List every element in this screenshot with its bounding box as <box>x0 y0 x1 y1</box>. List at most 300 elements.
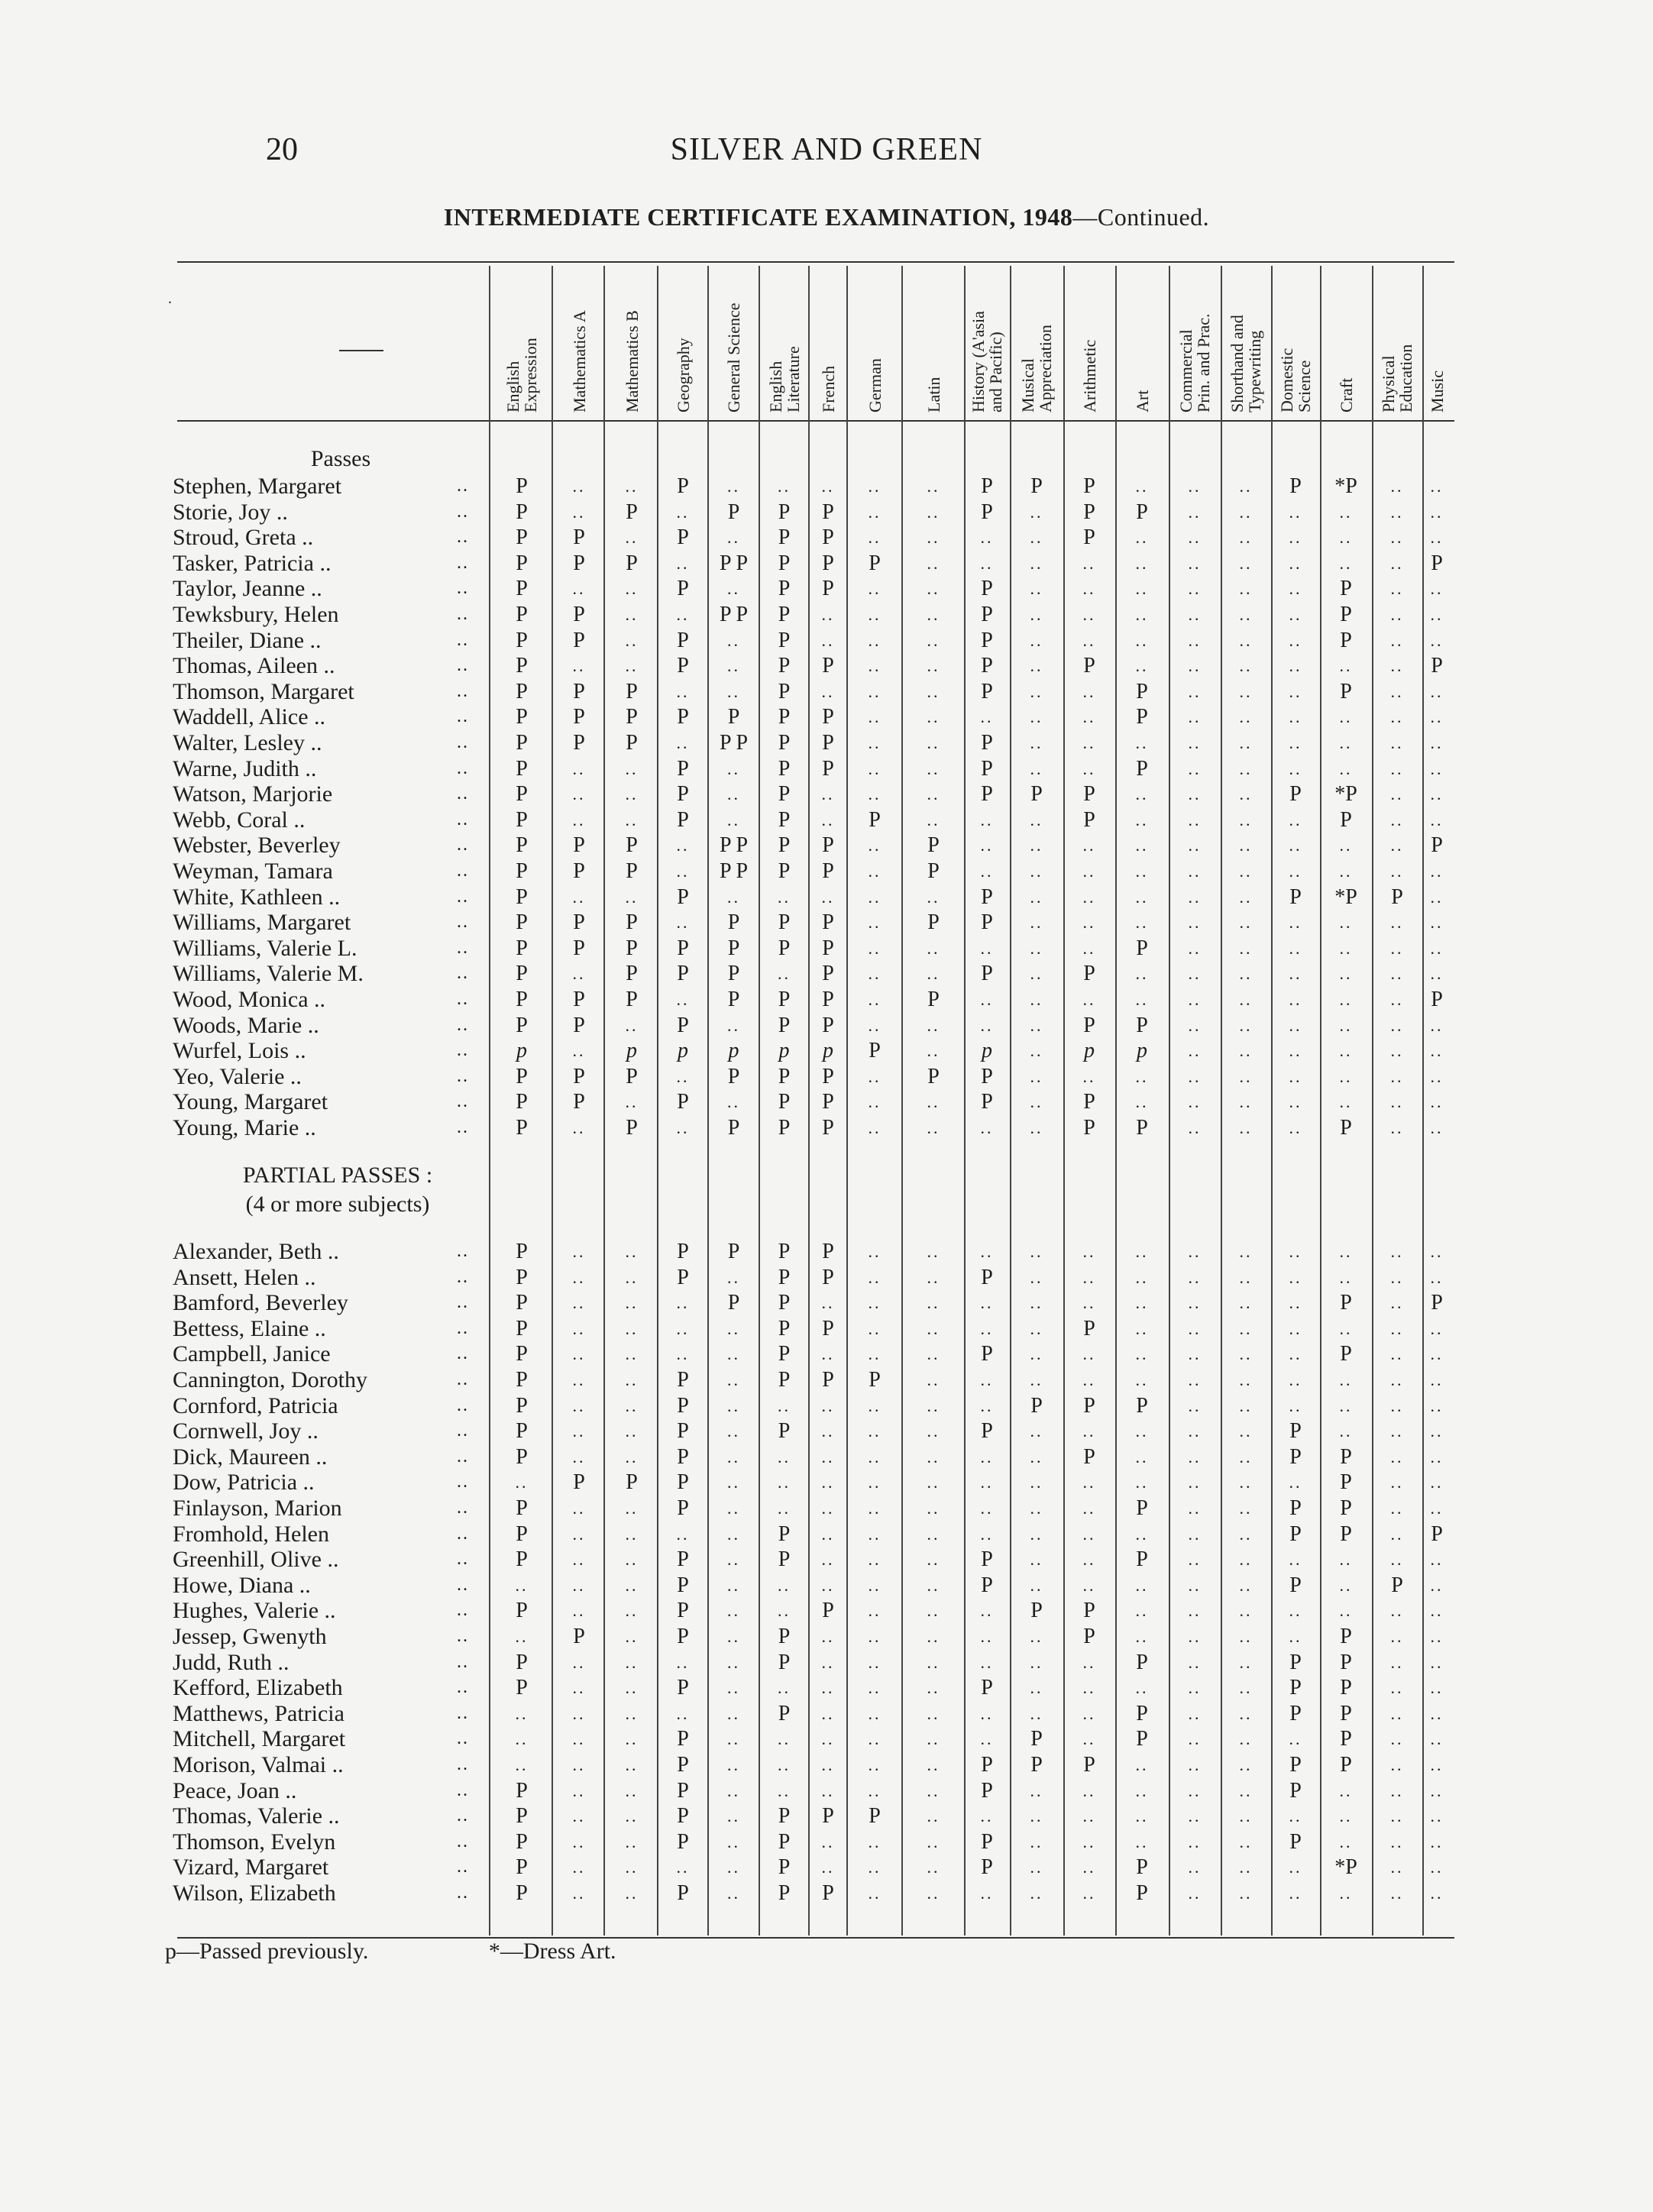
result-cell: .. <box>625 1678 639 1698</box>
candidate-name: Wurfel, Lois .. <box>173 1038 306 1064</box>
result-cell: .. <box>1430 1473 1444 1492</box>
result-cell: .. <box>1135 862 1149 881</box>
column-header: Art <box>1132 390 1152 412</box>
leader-dots: .. <box>457 476 469 496</box>
result-cell: .. <box>1030 887 1043 907</box>
result-cell: .. <box>727 784 740 804</box>
result-cell: P <box>778 1342 791 1366</box>
result-cell: .. <box>1030 1041 1043 1061</box>
column-header: French <box>818 365 838 412</box>
result-cell: .. <box>927 1267 940 1287</box>
result-cell: P <box>778 1291 791 1315</box>
result-cell: P <box>1340 1470 1352 1495</box>
result-cell: P <box>516 1650 528 1674</box>
result-cell: .. <box>868 1015 881 1035</box>
result-cell: P <box>516 577 528 601</box>
result-cell: .. <box>572 1575 586 1595</box>
result-cell: P <box>626 988 638 1011</box>
result-cell: .. <box>1239 1652 1253 1672</box>
candidate-name: Peace, Joan .. <box>173 1777 297 1803</box>
candidate-name: Morison, Valmai .. <box>173 1752 344 1777</box>
candidate-name: White, Kathleen .. <box>173 884 341 910</box>
result-cell: .. <box>868 1550 881 1570</box>
result-cell: .. <box>1289 1318 1302 1338</box>
result-cell: .. <box>778 887 791 907</box>
result-cell: .. <box>1289 733 1302 752</box>
result-cell: P <box>778 577 791 601</box>
result-cell: .. <box>868 1678 881 1698</box>
result-cell: P <box>1083 1444 1095 1469</box>
candidate-name: Matthews, Patricia <box>173 1700 345 1726</box>
candidate-name: Tewksbury, Helen <box>173 602 339 627</box>
result-cell: .. <box>927 1858 940 1877</box>
result-cell: .. <box>1188 1755 1202 1774</box>
result-cell: P <box>981 1573 993 1597</box>
candidate-name: Fromhold, Helen <box>173 1521 329 1547</box>
result-cell: .. <box>1289 758 1302 778</box>
result-cell: .. <box>1188 1473 1202 1492</box>
result-cell: P <box>822 1599 834 1623</box>
result-cell: .. <box>927 964 940 984</box>
result-cell: P <box>981 679 993 703</box>
result-cell: P <box>1083 1116 1095 1140</box>
result-cell: .. <box>727 1499 740 1518</box>
result-cell: .. <box>980 1395 994 1415</box>
result-cell: P <box>1340 1116 1352 1140</box>
result-cell: .. <box>1390 1550 1404 1570</box>
result-cell: .. <box>1390 1267 1404 1287</box>
result-cell: .. <box>927 502 940 522</box>
result-cell: .. <box>676 1344 690 1364</box>
result-cell: .. <box>1030 1447 1043 1467</box>
footnote-passed-previously: p—Passed previously. <box>165 1939 369 1964</box>
result-cell: .. <box>1390 1421 1404 1441</box>
result-cell: .. <box>980 1318 994 1338</box>
result-cell: .. <box>727 656 740 676</box>
column-header: Geography <box>673 338 693 412</box>
result-cell: .. <box>868 1318 881 1338</box>
result-cell: .. <box>868 477 881 496</box>
section-sublabel: (4 or more subjects) <box>245 1192 430 1217</box>
result-cell: P <box>516 526 528 550</box>
candidate-name: Theiler, Diane .. <box>173 627 322 653</box>
leader-dots: .. <box>457 1523 469 1544</box>
result-cell: .. <box>1430 733 1444 752</box>
result-cell: P <box>516 500 528 524</box>
result-cell: .. <box>1188 1601 1202 1621</box>
table-row <box>0 1367 1653 1392</box>
result-cell: P <box>778 1116 791 1140</box>
candidate-name: Storie, Joy .. <box>173 499 288 525</box>
result-cell: P <box>1340 1522 1352 1546</box>
result-cell: P <box>573 988 585 1011</box>
result-cell: .. <box>1239 681 1253 701</box>
result-cell: .. <box>1030 1267 1043 1287</box>
leader-dots: .. <box>457 501 469 522</box>
table-row <box>0 1881 1653 1906</box>
leader-dots: .. <box>457 629 469 650</box>
result-cell: .. <box>1188 913 1202 933</box>
result-cell: .. <box>1188 1832 1202 1851</box>
result-cell: .. <box>676 1524 690 1544</box>
result-cell: .. <box>1188 1447 1202 1467</box>
result-cell: .. <box>1339 1806 1353 1826</box>
result-cell: .. <box>572 1806 586 1826</box>
result-cell: .. <box>1289 656 1302 676</box>
result-cell: .. <box>1390 681 1404 701</box>
result-cell: .. <box>1188 862 1202 881</box>
result-cell: .. <box>1289 964 1302 984</box>
leader-dots: .. <box>457 1780 469 1800</box>
result-cell: .. <box>727 1652 740 1672</box>
candidate-name: Thomson, Margaret <box>173 678 354 704</box>
result-cell: .. <box>868 913 881 933</box>
result-cell: .. <box>1188 758 1202 778</box>
result-cell: .. <box>1030 656 1043 676</box>
candidate-name: Stephen, Margaret <box>173 474 342 499</box>
result-cell: .. <box>727 887 740 907</box>
result-cell: .. <box>676 553 690 573</box>
result-cell: .. <box>727 681 740 701</box>
result-cell: .. <box>1135 836 1149 855</box>
result-cell: P <box>677 1753 689 1777</box>
result-cell: .. <box>927 605 940 624</box>
candidate-name: Finlayson, Marion <box>173 1496 342 1521</box>
result-cell: .. <box>625 1652 639 1672</box>
result-cell: .. <box>1390 1041 1404 1061</box>
result-cell: P <box>1431 833 1443 858</box>
result-cell: p <box>728 1039 739 1063</box>
result-cell: P <box>778 1240 791 1263</box>
result-cell: .. <box>1239 1118 1253 1137</box>
result-cell: P <box>822 654 834 678</box>
result-cell: P <box>1340 679 1352 703</box>
result-cell: P <box>869 807 881 832</box>
result-cell: .. <box>1339 733 1353 752</box>
result-cell: P <box>516 1599 528 1623</box>
result-cell: .. <box>1188 1421 1202 1441</box>
result-cell: .. <box>727 1524 740 1544</box>
result-cell: .. <box>1239 1524 1253 1544</box>
result-cell: .. <box>821 477 835 496</box>
result-cell: .. <box>1239 1550 1253 1570</box>
result-cell: .. <box>727 1678 740 1698</box>
result-cell: P <box>677 474 689 498</box>
result-cell: .. <box>572 1703 586 1723</box>
result-cell: .. <box>868 1524 881 1544</box>
result-cell: P <box>822 859 834 883</box>
result-cell: .. <box>572 1524 586 1544</box>
result-cell: P <box>1289 1496 1302 1520</box>
result-cell: P <box>1136 500 1148 524</box>
result-cell: .. <box>1289 605 1302 624</box>
result-cell: .. <box>1430 605 1444 624</box>
result-cell: .. <box>676 733 690 752</box>
result-cell: P <box>516 1855 528 1880</box>
result-cell: P <box>1136 1855 1148 1880</box>
result-cell: .. <box>1430 528 1444 548</box>
result-cell: P P <box>719 833 749 858</box>
result-cell: P <box>1340 1676 1352 1700</box>
result-cell: .. <box>980 1242 994 1261</box>
table-row <box>0 1064 1653 1089</box>
result-cell: P <box>516 1064 528 1088</box>
result-cell: .. <box>927 1575 940 1595</box>
result-cell: P <box>778 1547 791 1572</box>
result-cell: .. <box>927 528 940 548</box>
result-cell: .. <box>1430 1447 1444 1467</box>
leader-dots: .. <box>457 886 469 907</box>
result-cell: .. <box>927 1092 940 1112</box>
result-cell: .. <box>868 528 881 548</box>
result-cell: P <box>1431 988 1443 1011</box>
candidate-name: Cannington, Dorothy <box>173 1367 367 1392</box>
result-cell: P <box>1136 1547 1148 1572</box>
result-cell: .. <box>1135 528 1149 548</box>
result-cell: .. <box>1239 1729 1253 1749</box>
result-cell: .. <box>1239 1267 1253 1287</box>
result-cell: .. <box>821 1755 835 1774</box>
result-cell: .. <box>1188 1015 1202 1035</box>
result-cell: .. <box>676 1118 690 1137</box>
section-label: PARTIAL PASSES : <box>242 1163 433 1188</box>
result-cell: .. <box>1390 1499 1404 1518</box>
table-row <box>0 884 1653 910</box>
result-cell: P <box>822 1064 834 1088</box>
result-cell: P <box>516 1829 528 1854</box>
table-row <box>0 1290 1653 1315</box>
result-cell: P <box>822 1804 834 1829</box>
result-cell: P <box>516 1090 528 1114</box>
result-cell: .. <box>980 990 994 1009</box>
result-cell: .. <box>1339 1395 1353 1415</box>
result-cell: P <box>981 1829 993 1854</box>
result-cell: .. <box>821 1293 835 1313</box>
result-cell: .. <box>676 605 690 624</box>
result-cell: .. <box>1188 1041 1202 1061</box>
result-cell: .. <box>1082 1550 1096 1570</box>
result-cell: .. <box>1390 1858 1404 1877</box>
result-cell: .. <box>980 707 994 727</box>
result-cell: P <box>727 910 740 935</box>
result-cell: .. <box>1339 656 1353 676</box>
table-title <box>0 203 1653 231</box>
result-cell: .. <box>1390 862 1404 881</box>
result-cell: P <box>822 1368 834 1392</box>
result-cell: .. <box>1430 1678 1444 1698</box>
result-cell: .. <box>1430 1015 1444 1035</box>
result-cell: P <box>677 1599 689 1623</box>
candidate-name: Mitchell, Margaret <box>173 1726 346 1752</box>
result-cell: .. <box>927 1421 940 1441</box>
result-cell: .. <box>1188 1293 1202 1313</box>
result-cell: .. <box>676 836 690 855</box>
result-cell: .. <box>1239 502 1253 522</box>
result-cell: .. <box>927 1447 940 1467</box>
result-cell: .. <box>1030 1652 1043 1672</box>
result-cell: .. <box>676 1858 690 1877</box>
column-header: Shorthand and Typewriting <box>1228 315 1264 412</box>
result-cell: P <box>573 1064 585 1088</box>
result-cell: .. <box>1339 1601 1353 1621</box>
result-cell: .. <box>1188 1370 1202 1389</box>
result-cell: .. <box>1239 1780 1253 1800</box>
result-cell: P <box>1083 474 1095 498</box>
result-cell: .. <box>1390 964 1404 984</box>
result-cell: .. <box>868 630 881 650</box>
result-cell: .. <box>1339 1066 1353 1086</box>
result-cell: .. <box>1390 1627 1404 1646</box>
result-cell: .. <box>1239 1344 1253 1364</box>
result-cell: P <box>626 705 638 729</box>
table-row <box>0 1470 1653 1495</box>
result-cell: .. <box>1430 1652 1444 1672</box>
result-cell: P <box>981 1064 993 1088</box>
result-cell: .. <box>927 1395 940 1415</box>
result-cell: .. <box>1188 1267 1202 1287</box>
result-cell: .. <box>778 1575 791 1595</box>
result-cell: .. <box>1289 502 1302 522</box>
result-cell: .. <box>1135 990 1149 1009</box>
result-cell: P <box>626 731 638 755</box>
result-cell: P <box>822 756 834 781</box>
result-cell: P P <box>719 551 749 575</box>
result-cell: *P <box>1334 884 1357 909</box>
column-header: Music <box>1427 370 1447 412</box>
leader-dots: .. <box>457 1266 469 1287</box>
result-cell: .. <box>980 836 994 855</box>
result-cell: P <box>778 526 791 550</box>
result-cell: .. <box>1030 605 1043 624</box>
result-cell: .. <box>868 1242 881 1261</box>
result-cell: P <box>822 1240 834 1263</box>
leader-dots: .. <box>457 1831 469 1851</box>
result-cell: P <box>516 833 528 858</box>
table-title-main: INTERMEDIATE CERTIFICATE EXAMINATION, 1948 <box>443 203 1073 231</box>
result-cell: P <box>1136 1496 1148 1520</box>
result-cell: P <box>981 1855 993 1880</box>
result-cell: .. <box>980 1884 994 1903</box>
result-cell: .. <box>927 784 940 804</box>
result-cell: .. <box>1430 913 1444 933</box>
result-cell: .. <box>1135 1421 1149 1441</box>
result-cell: P <box>626 1470 638 1495</box>
leader-dots: .. <box>457 912 469 933</box>
result-cell: P <box>778 1829 791 1854</box>
result-cell: .. <box>1135 913 1149 933</box>
result-cell: .. <box>1188 784 1202 804</box>
result-cell: .. <box>1030 733 1043 752</box>
result-cell: .. <box>1390 836 1404 855</box>
result-cell: P <box>981 603 993 626</box>
result-cell: .. <box>1239 758 1253 778</box>
result-cell: .. <box>927 656 940 676</box>
result-cell: P <box>1030 474 1043 498</box>
result-cell: .. <box>927 1370 940 1389</box>
result-cell: .. <box>1430 630 1444 650</box>
result-cell: .. <box>625 1858 639 1877</box>
result-cell: .. <box>727 1780 740 1800</box>
result-cell: P <box>1289 1676 1302 1700</box>
result-cell: .. <box>1239 1041 1253 1061</box>
result-cell: .. <box>1082 1858 1096 1877</box>
result-cell: .. <box>1430 1118 1444 1137</box>
result-cell: .. <box>1082 681 1096 701</box>
result-cell: .. <box>727 1370 740 1389</box>
leader-dots: .. <box>457 681 469 701</box>
result-cell: P <box>778 833 791 858</box>
result-cell: P <box>1340 577 1352 601</box>
result-cell: P <box>822 910 834 935</box>
result-cell: .. <box>1188 964 1202 984</box>
result-cell: .. <box>1030 1370 1043 1389</box>
result-cell: .. <box>1082 1652 1096 1672</box>
result-cell: P <box>516 807 528 832</box>
result-cell: P <box>1136 705 1148 729</box>
result-cell: .. <box>676 502 690 522</box>
result-cell: P <box>573 705 585 729</box>
result-cell: P <box>778 628 791 652</box>
result-cell: .. <box>572 1884 586 1903</box>
result-cell: P <box>516 936 528 960</box>
result-cell: .. <box>1135 1627 1149 1646</box>
leader-dots: .. <box>457 1014 469 1035</box>
result-cell: .. <box>1135 887 1149 907</box>
result-cell: .. <box>1030 1118 1043 1137</box>
result-cell: .. <box>868 1884 881 1903</box>
result-cell: .. <box>1030 1066 1043 1086</box>
result-cell: .. <box>1289 862 1302 881</box>
result-cell: .. <box>1390 1293 1404 1313</box>
header-dash <box>339 350 383 351</box>
result-cell: P <box>516 628 528 652</box>
result-cell: .. <box>927 477 940 496</box>
result-cell: .. <box>625 1780 639 1800</box>
result-cell: P <box>822 1013 834 1037</box>
result-cell: .. <box>1239 1421 1253 1441</box>
result-cell: .. <box>1430 1780 1444 1800</box>
result-cell: P <box>981 628 993 652</box>
result-cell: P <box>516 1291 528 1315</box>
result-cell: P <box>727 962 740 986</box>
result-cell: .. <box>1430 1370 1444 1389</box>
result-cell: P <box>1083 1625 1095 1648</box>
result-cell: .. <box>1188 502 1202 522</box>
candidate-name: Bettess, Elaine .. <box>173 1315 326 1341</box>
result-cell: P <box>677 1625 689 1648</box>
leader-dots: .. <box>457 1703 469 1723</box>
leader-dots: .. <box>457 1292 469 1313</box>
result-cell: .. <box>572 1395 586 1415</box>
leader-dots: .. <box>457 1241 469 1261</box>
result-cell: .. <box>868 1755 881 1774</box>
result-cell: .. <box>1030 938 1043 958</box>
result-cell: p <box>626 1039 637 1063</box>
table-row <box>0 910 1653 935</box>
result-cell: .. <box>927 1601 940 1621</box>
result-cell: P <box>778 1855 791 1880</box>
table-row <box>0 653 1653 678</box>
result-cell: .. <box>625 1832 639 1851</box>
result-cell: P <box>573 1625 585 1648</box>
result-cell: P <box>981 654 993 678</box>
result-cell: .. <box>1188 1729 1202 1749</box>
result-cell: .. <box>980 528 994 548</box>
result-cell: .. <box>1339 938 1353 958</box>
result-cell: P <box>677 782 689 807</box>
result-cell: P <box>516 962 528 986</box>
result-cell: .. <box>1030 1575 1043 1595</box>
